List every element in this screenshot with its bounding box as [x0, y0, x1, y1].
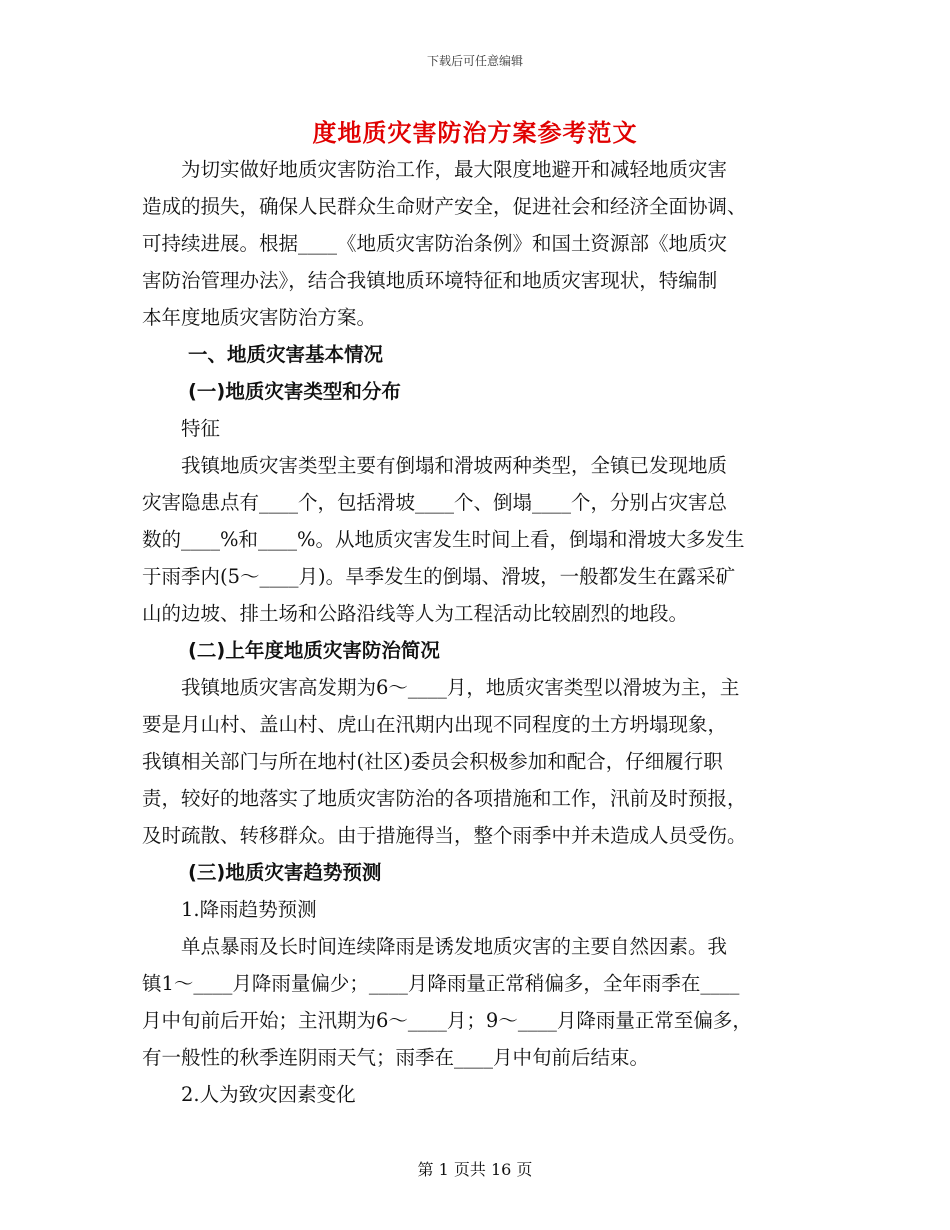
- intro-line: 害防治管理办法》，结合我镇地质环境特征和地质灾害现状，特编制: [142, 269, 718, 292]
- paragraph-line: 及时疏散、转移群众。由于措施得当，整个雨季中并未造成人员受伤。: [142, 824, 747, 847]
- paragraph-line: 我镇地质灾害高发期为6～____月，地质灾害类型以滑坡为主，主: [142, 676, 740, 699]
- item-heading: 2.人为致灾因素变化: [142, 1083, 356, 1106]
- intro-line: 为切实做好地质灾害防治工作，最大限度地避开和减轻地质灾害: [142, 158, 728, 181]
- paragraph-line: 单点暴雨及长时间连续降雨是诱发地质灾害的主要自然因素。我: [142, 935, 728, 958]
- paragraph-line: 我镇相关部门与所在地村(社区)委员会积极参加和配合，仔细履行职: [142, 750, 723, 773]
- paragraph-line: 镇1～____月降雨量偏少；____月降雨量正常稍偏多，全年雨季在____: [142, 972, 740, 995]
- paragraph-line: 数的____%和____%。从地质灾害发生时间上看，倒塌和滑坡大多发生: [142, 528, 745, 551]
- intro-line: 本年度地质灾害防治方案。: [142, 306, 377, 329]
- page-footer: 第 1 页共 16 页: [417, 1160, 533, 1179]
- subsection-heading: (二)上年度地质灾害防治简况: [188, 639, 440, 662]
- paragraph-line: 我镇地质灾害类型主要有倒塌和滑坡两种类型，全镇已发现地质: [142, 454, 728, 477]
- paragraph-line: 有一般性的秋季连阴雨天气；雨季在____月中旬前后结束。: [142, 1046, 650, 1069]
- intro-line: 造成的损失，确保人民群众生命财产安全，促进社会和经济全面协调、: [142, 195, 747, 218]
- subsection-heading: (三)地质灾害趋势预测: [188, 861, 382, 884]
- document-title: 度地质灾害防治方案参考范文: [312, 118, 638, 147]
- paragraph-line: 灾害隐患点有____个，包括滑坡____个、倒塌____个，分别占灾害总: [142, 491, 728, 514]
- paragraph-line: 要是月山村、盖山村、虎山在汛期内出现不同程度的土方坍塌现象，: [142, 713, 728, 736]
- paragraph-line: 责，较好的地落实了地质灾害防治的各项措施和工作，汛前及时预报，: [142, 787, 747, 810]
- item-heading: 1.降雨趋势预测: [142, 898, 317, 921]
- header-note: 下载后可任意编辑: [426, 54, 523, 68]
- intro-line: 可持续进展。根据____《地质灾害防治条例》和国土资源部《地质灾: [142, 232, 728, 255]
- paragraph-line: 于雨季内(5～____月)。旱季发生的倒塌、滑坡，一般都发生在露采矿: [142, 565, 736, 588]
- section-heading: 一、地质灾害基本情况: [188, 343, 384, 366]
- paragraph-line: 月中旬前后开始；主汛期为6～____月；9～____月降雨量正常至偏多，: [142, 1009, 752, 1032]
- subsection-heading: (一)地质灾害类型和分布: [188, 380, 401, 403]
- paragraph-label: 特征: [142, 417, 221, 440]
- paragraph-line: 山的边坡、排土场和公路沿线等人为工程活动比较剧烈的地段。: [142, 602, 689, 625]
